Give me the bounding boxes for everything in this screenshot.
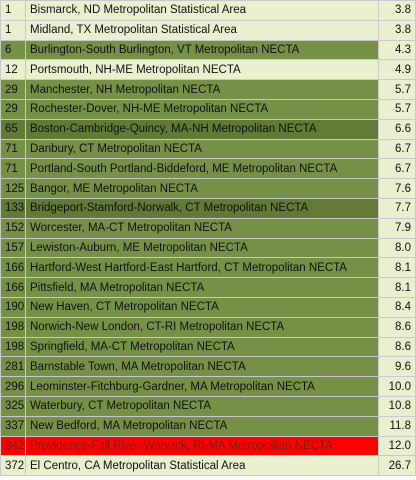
- rank-cell: 71: [1, 159, 26, 179]
- area-name-cell: New Bedford, MA Metropolitan NECTA: [26, 416, 379, 436]
- rate-value-cell: 5.7: [379, 80, 416, 100]
- table-row: [1, 218, 416, 238]
- rate-value-cell: 3.8: [379, 20, 416, 40]
- area-name-cell: Bangor, ME Metropolitan NECTA: [26, 179, 379, 199]
- area-name-cell: Springfield, MA-CT Metropolitan NECTA: [26, 337, 379, 357]
- rate-value-cell: 8.6: [379, 337, 416, 357]
- table-row: [1, 258, 416, 278]
- rate-value-cell: 7.6: [379, 179, 416, 199]
- rate-value-cell: 8.6: [379, 317, 416, 337]
- rank-cell: 198: [1, 317, 26, 337]
- area-name-cell: Danbury, CT Metropolitan NECTA: [26, 139, 379, 159]
- rate-value-cell: 9.6: [379, 357, 416, 377]
- rank-cell: 342: [1, 436, 26, 456]
- table-row: [1, 297, 416, 317]
- rate-value-cell: 3.8: [379, 1, 416, 21]
- rank-cell: 12: [1, 60, 26, 80]
- area-name-cell: Portland-South Portland-Biddeford, ME Metropolitan NECTA: [26, 159, 379, 179]
- rank-cell: 133: [1, 198, 26, 218]
- area-name-cell: Leominster-Fitchburg-Gardner, MA Metropolitan NECTA: [26, 377, 379, 397]
- table-row: [1, 337, 416, 357]
- rank-cell: 198: [1, 337, 26, 357]
- table-row: [1, 1, 416, 21]
- rate-value-cell: 6.7: [379, 159, 416, 179]
- area-name-cell: Bridgeport-Stamford-Norwalk, CT Metropolitan NECTA: [26, 198, 379, 218]
- rate-value-cell: 6.6: [379, 119, 416, 139]
- table-row: [1, 80, 416, 100]
- table-row: [1, 416, 416, 436]
- rank-cell: 190: [1, 297, 26, 317]
- area-name-cell: Pittsfield, MA Metropolitan NECTA: [26, 278, 379, 298]
- rank-cell: 6: [1, 40, 26, 60]
- area-name-cell: Norwich-New London, CT-RI Metropolitan NECTA: [26, 317, 379, 337]
- area-name-cell: Barnstable Town, MA Metropolitan NECTA: [26, 357, 379, 377]
- area-name-cell: Portsmouth, NH-ME Metropolitan NECTA: [26, 60, 379, 80]
- area-name-cell: Hartford-West Hartford-East Hartford, CT Metropolitan NECTA: [26, 258, 379, 278]
- rate-value-cell: 12.0: [379, 436, 416, 456]
- table-row: [1, 60, 416, 80]
- rank-cell: 372: [1, 456, 26, 476]
- rank-cell: 337: [1, 416, 26, 436]
- rate-value-cell: 7.9: [379, 218, 416, 238]
- rank-cell: 29: [1, 99, 26, 119]
- rate-value-cell: 10.8: [379, 396, 416, 416]
- rank-cell: 152: [1, 218, 26, 238]
- table-row: [1, 238, 416, 258]
- table-row: [1, 396, 416, 416]
- table-row: [1, 357, 416, 377]
- rate-value-cell: 5.7: [379, 99, 416, 119]
- table-row: [1, 377, 416, 397]
- area-name-cell: Worcester, MA-CT Metropolitan NECTA: [26, 218, 379, 238]
- rank-cell: 1: [1, 20, 26, 40]
- table-row-highlighted: [1, 436, 416, 456]
- rate-value-cell: 10.0: [379, 377, 416, 397]
- rate-value-cell: 11.8: [379, 416, 416, 436]
- rate-value-cell: 8.1: [379, 258, 416, 278]
- rate-value-cell: 8.0: [379, 238, 416, 258]
- metro-area-rows: [1, 1, 416, 476]
- rate-value-cell: 26.7: [379, 456, 416, 476]
- area-name-cell: Midland, TX Metropolitan Statistical Area: [26, 20, 379, 40]
- area-name-cell: Waterbury, CT Metropolitan NECTA: [26, 396, 379, 416]
- table-row: [1, 40, 416, 60]
- area-name-cell: Providence-Fall River-Warwick, RI-MA Metropolitan NECTA: [26, 436, 379, 456]
- rank-cell: 296: [1, 377, 26, 397]
- rank-cell: 1: [1, 1, 26, 21]
- area-name-cell: El Centro, CA Metropolitan Statistical Area: [26, 456, 379, 476]
- table-row: [1, 317, 416, 337]
- rank-cell: 166: [1, 258, 26, 278]
- area-name-cell: Burlington-South Burlington, VT Metropolitan NECTA: [26, 40, 379, 60]
- rank-cell: 281: [1, 357, 26, 377]
- rank-cell: 125: [1, 179, 26, 199]
- table-row: [1, 278, 416, 298]
- table-row: [1, 119, 416, 139]
- rank-cell: 157: [1, 238, 26, 258]
- area-name-cell: Boston-Cambridge-Quincy, MA-NH Metropolitan NECTA: [26, 119, 379, 139]
- rank-cell: 65: [1, 119, 26, 139]
- rate-value-cell: 4.3: [379, 40, 416, 60]
- table-row: [1, 179, 416, 199]
- rank-cell: 325: [1, 396, 26, 416]
- area-name-cell: Rochester-Dover, NH-ME Metropolitan NECTA: [26, 99, 379, 119]
- rate-value-cell: 8.1: [379, 278, 416, 298]
- area-name-cell: Manchester, NH Metropolitan NECTA: [26, 80, 379, 100]
- rank-cell: 71: [1, 139, 26, 159]
- area-name-cell: Lewiston-Auburn, ME Metropolitan NECTA: [26, 238, 379, 258]
- area-name-cell: Bismarck, ND Metropolitan Statistical Area: [26, 1, 379, 21]
- table-row: [1, 456, 416, 476]
- area-name-cell: New Haven, CT Metropolitan NECTA: [26, 297, 379, 317]
- rate-value-cell: 6.7: [379, 139, 416, 159]
- rate-value-cell: 8.4: [379, 297, 416, 317]
- rank-cell: 166: [1, 278, 26, 298]
- table-row: [1, 198, 416, 218]
- rate-value-cell: 4.9: [379, 60, 416, 80]
- table-row: [1, 99, 416, 119]
- rank-cell: 29: [1, 80, 26, 100]
- rate-value-cell: 7.7: [379, 198, 416, 218]
- table-row: [1, 159, 416, 179]
- table-row: [1, 139, 416, 159]
- table-row: [1, 20, 416, 40]
